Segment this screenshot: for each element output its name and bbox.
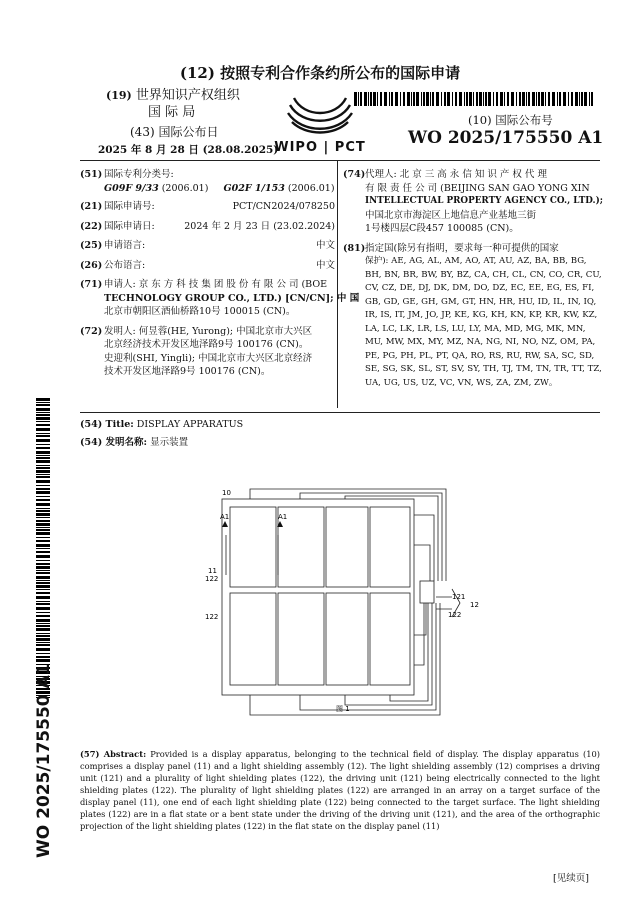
barcode-bar — [36, 633, 50, 634]
barcode-bar — [391, 92, 393, 106]
barcode-bar — [526, 92, 527, 106]
barcode-bar — [407, 92, 410, 106]
field-21: (21) 国际申请号: PCT/CN2024/078250 — [80, 201, 335, 212]
barcode-bar — [36, 659, 50, 662]
shield-plate — [326, 507, 368, 587]
barcode-bar — [575, 92, 578, 106]
shield-plate — [370, 593, 410, 685]
barcode-bar — [511, 92, 514, 106]
field-71: (71) 申请人: 京 东 方 科 技 集 团 股 份 有 限 公 司 (BOE TECHNOLOGY GROUP CO., LTD.) [CN/CN]; 中 国 北京市朝阳区酒仙桥路10号 100015 (CN)。 — [80, 279, 360, 317]
barcode-bar — [36, 570, 50, 571]
barcode-bar — [436, 92, 439, 106]
barcode-bar — [36, 582, 50, 584]
barcode-bar — [395, 92, 398, 106]
barcode-bar — [548, 92, 550, 106]
barcode-bar — [430, 92, 431, 106]
barcode-bar — [536, 92, 537, 106]
barcode-bar — [36, 414, 50, 416]
barcode-bar — [476, 92, 478, 106]
title-chinese: (54) 发明名称: 显示装置 — [80, 437, 189, 448]
field-81: (81) 指定国(除另有指明，要求每一种可提供的国家 保护): AE, AG, AL, AM, AO, AT, AU, AZ, BA, BB, BG, BH, BN, BR, BW, BY, BZ, CA, CH, CL, CN, CO, CR, CU, CV, CZ, DE, DJ, DK, DM, DO, DZ, EC, EE, EG, ES, FI, GB, GD, GE, GH, GM, GT, HN, HR, HU, ID, IL, IN, IQ, IR, IS, IT, JM, JO, JP, KE, KG, KH, KN, KP, KR, KW, KZ, LA, LC, LK, LR, LS, LU, LY, MA, MD, MG, MK, MN, MU, MW, MX, MY, MZ, NA, NG, NI, NO, NZ, OM, PA, PE, PG, PH, PL, PT, QA, RO, RS, RU, RW, SA, SC, SD, SE, SG, SK, SL, ST, SV, SY, TH, TJ, TM, TN, TR, TT, TZ, UA, UG, US, UZ, VC, VN, WS, ZA, ZM, ZW。 — [343, 242, 602, 388]
barcode-bar — [413, 92, 415, 106]
label-122b: 122 — [205, 613, 219, 621]
barcode-bar — [36, 548, 50, 549]
barcode-bar — [36, 544, 50, 547]
barcode-bar — [36, 563, 50, 565]
barcode-bar — [36, 444, 50, 445]
barcode-bar — [36, 485, 50, 486]
barcode-bar — [36, 417, 50, 420]
barcode-bar — [36, 412, 50, 413]
barcode-bar — [36, 451, 50, 454]
barcode-bar — [36, 402, 50, 403]
barcode-bar — [360, 92, 362, 106]
barcode-bar — [423, 92, 425, 106]
barcode-bar — [370, 92, 372, 106]
barcode-bar — [416, 92, 419, 106]
barcode-bar — [36, 503, 50, 506]
biblio-left — [80, 168, 360, 379]
barcode-bar — [36, 513, 50, 516]
barcode-bar — [36, 529, 50, 531]
barcode-bar — [447, 92, 450, 106]
continued-note: [见续页] — [553, 873, 589, 884]
barcode-bar — [36, 499, 50, 501]
barcode-bar — [368, 92, 369, 106]
barcode-bar — [36, 566, 50, 569]
driving-unit — [420, 581, 434, 603]
field-26: (26) 公布语言: 中文 — [80, 259, 335, 271]
figure-1 — [190, 485, 490, 720]
barcode-bar — [36, 560, 50, 561]
barcode-bar — [377, 92, 378, 106]
barcode-bar — [479, 92, 482, 106]
barcode-bar — [36, 439, 50, 442]
abstract: (57) Abstract: Provided is a display apparatus, belonging to the technical field of display. The display apparatus (10) comprises a display panel (11) and a light shielding assembly (12). The light shielding assembly (12) comprises a driving unit (121) and a plurality of light shielding plates (122), the driving unit (121) being electrically connected to the light shielding plates (122). The plurality of light shielding plates (122) are arranged in an array on a target surface of the display panel (11), one end of each light shielding plate (122) being connected to the target surface. The light shielding plates (122) are in a flat state or a bent state under the driving of the driving unit (121), and the area of the orthographic projection of the light shielding plates (122) in the flat state on the display panel (11) — [80, 749, 600, 831]
barcode-bar — [380, 92, 382, 106]
label-a1-left: A1 — [220, 513, 230, 521]
barcode-bar — [469, 92, 472, 106]
barcode-bar — [426, 92, 429, 106]
barcode-bar — [519, 92, 521, 106]
barcode-bar — [36, 457, 50, 459]
barcode-bar — [36, 455, 50, 456]
field-72: (72) 发明人: 何昱蓉(HE, Yurong); 中国北京市大兴区 北京经济技术开发区地泽路9号 100176 (CN)。 史迎利(SHI, Yingli); 中国北京市大兴区北京经济 技术开发区地泽路9号 100176 (CN)。 — [80, 325, 313, 377]
side-pub-number: WO 2025/175550 A1 — [34, 663, 54, 858]
field-25: (25) 申请语言: 中文 — [80, 240, 335, 251]
label-a1-right: A1 — [278, 513, 288, 521]
label-122a: 122 — [205, 575, 219, 583]
barcode-bar — [36, 648, 50, 651]
barcode-bar — [36, 615, 50, 617]
barcode-bar — [36, 408, 50, 411]
barcode-bar — [589, 92, 590, 106]
barcode-bar — [36, 496, 50, 497]
barcode-bar — [36, 404, 50, 406]
barcode-bar — [485, 92, 487, 106]
pub-number: WO 2025/175550 A1 — [408, 128, 604, 148]
barcode-bar — [36, 527, 50, 528]
org-name: (19) 世界知识产权组织 — [106, 88, 240, 103]
barcode-bar — [452, 92, 453, 106]
barcode-bar — [403, 92, 405, 106]
barcode-bar — [411, 92, 412, 106]
barcode-bar — [36, 585, 50, 588]
barcode-bar — [571, 92, 573, 106]
barcode-bar — [493, 92, 494, 106]
barcode-bar — [516, 92, 517, 106]
shield-plate — [278, 593, 324, 685]
barcode-bar — [36, 470, 50, 473]
barcode-bar — [528, 92, 530, 106]
field-74: (74) 代理人: 北 京 三 高 永 信 知 识 产 权 代 理 有 限 责 任 公 司 (BEIJING SAN GAO YONG XIN INTELLECTUAL PROPERTY AGENCY CO., LTD.); 中国北京市海淀区上地信息产业基地三街 1号楼四层C段457 100085 (CN)。 — [343, 169, 604, 234]
label-121: 121 — [452, 593, 466, 601]
side-barcode — [36, 398, 50, 698]
barcode-bar — [591, 92, 593, 106]
wipo-logo: WIPO | PCT — [270, 92, 370, 154]
barcode-bar — [36, 596, 50, 599]
document-type-title: (12) 按照专利合作条约所公布的国际申请 — [179, 64, 461, 82]
shield-plate — [370, 507, 410, 587]
barcode-bar — [545, 92, 546, 106]
barcode-bar — [455, 92, 457, 106]
barcode-bar — [36, 465, 50, 466]
field-22: (22) 国际申请日: 2024 年 2 月 23 日 (23.02.2024) — [80, 220, 335, 232]
barcode-bar — [459, 92, 462, 106]
barcode-bar — [441, 92, 442, 106]
barcode-bar — [400, 92, 401, 106]
barcode-bar — [36, 601, 50, 602]
top-barcode — [354, 92, 594, 106]
barcode-bar — [36, 433, 50, 434]
barcode-bar — [36, 460, 50, 463]
pub-date: 2025 年 8 月 28 日 (28.08.2025) — [98, 144, 279, 156]
shield-plate — [326, 593, 368, 685]
pub-no-label: (10) 国际公布号 — [468, 113, 553, 127]
barcode-bar — [36, 428, 50, 431]
barcode-bar — [36, 474, 50, 475]
barcode-bar — [36, 476, 50, 478]
barcode-bar — [36, 551, 50, 553]
barcode-bar — [483, 92, 484, 106]
barcode-bar — [36, 572, 50, 574]
barcode-bar — [432, 92, 434, 106]
barcode-bar — [36, 638, 50, 641]
pub-date-label: (43) 国际公布日 — [130, 125, 219, 139]
arrow-up-icon — [222, 521, 228, 527]
barcode-bar — [36, 555, 50, 558]
barcode-bar — [538, 92, 540, 106]
barcode-bar — [36, 607, 50, 610]
barcode-bar — [36, 589, 50, 590]
barcode-bar — [36, 421, 50, 422]
barcode-bar — [36, 517, 50, 518]
barcode-bar — [496, 92, 498, 106]
barcode-bar — [36, 635, 50, 637]
barcode-bar — [507, 92, 509, 106]
barcode-bar — [552, 92, 555, 106]
barcode-bar — [36, 580, 50, 581]
barcode-bar — [36, 653, 50, 654]
barcode-bar — [36, 642, 50, 643]
barcode-bar — [36, 447, 50, 449]
barcode-bar — [444, 92, 446, 106]
label-10: 10 — [222, 489, 231, 497]
barcode-bar — [36, 491, 50, 494]
barcode-bar — [532, 92, 535, 106]
barcode-bar — [36, 488, 50, 490]
barcode-bar — [36, 540, 50, 542]
barcode-bar — [36, 619, 50, 622]
label-122c: 122 — [448, 611, 462, 619]
barcode-bar — [36, 424, 50, 426]
barcode-bar — [36, 576, 50, 579]
label-11: 11 — [208, 567, 217, 575]
barcode-bar — [354, 92, 357, 106]
barcode-bar — [36, 523, 50, 526]
barcode-bar — [36, 510, 50, 512]
label-12: 12 — [470, 601, 479, 609]
title-divider — [80, 412, 600, 413]
barcode-bar — [473, 92, 474, 106]
org-bureau: 国 际 局 — [148, 105, 196, 120]
barcode-bar — [364, 92, 367, 106]
barcode-bar — [581, 92, 583, 106]
display-panel — [222, 499, 414, 695]
barcode-bar — [36, 644, 50, 646]
field-51: (51) 国际专利分类号: G09F 9/33 (2006.01) G02F 1/153 (2006.01) — [80, 169, 335, 194]
barcode-bar — [36, 656, 50, 658]
barcode-bar — [584, 92, 587, 106]
barcode-bar — [522, 92, 525, 106]
barcode-bar — [500, 92, 503, 106]
barcode-bar — [384, 92, 387, 106]
barcode-bar — [36, 398, 50, 401]
barcode-bar — [358, 92, 359, 106]
title-english: (54) Title: DISPLAY APPARATUS — [80, 419, 244, 430]
barcode-bar — [36, 537, 50, 538]
shield-plate — [230, 593, 276, 685]
barcode-bar — [389, 92, 390, 106]
barcode-bar — [36, 592, 50, 594]
barcode-bar — [36, 628, 50, 631]
barcode-bar — [36, 612, 50, 613]
header-divider — [80, 160, 600, 161]
barcode-bar — [504, 92, 505, 106]
barcode-bar — [568, 92, 569, 106]
barcode-bar — [557, 92, 558, 106]
barcode-bar — [466, 92, 468, 106]
barcode-bar — [563, 92, 566, 106]
figure-caption: 图 1 — [336, 705, 350, 713]
barcode-bar — [373, 92, 376, 106]
barcode-bar — [36, 520, 50, 522]
barcode-bar — [36, 532, 50, 535]
barcode-bar — [464, 92, 465, 106]
barcode-bar — [36, 603, 50, 605]
barcode-bar — [36, 508, 50, 509]
barcode-bar — [36, 435, 50, 437]
barcode-bar — [36, 467, 50, 469]
biblio-right — [343, 168, 604, 390]
barcode-bar — [36, 625, 50, 627]
barcode-bar — [36, 623, 50, 624]
barcode-bar — [421, 92, 422, 106]
shield-plate — [230, 507, 276, 587]
barcode-bar — [541, 92, 544, 106]
barcode-bar — [559, 92, 561, 106]
barcode-bar — [579, 92, 580, 106]
barcode-bar — [488, 92, 491, 106]
barcode-bar — [36, 480, 50, 483]
